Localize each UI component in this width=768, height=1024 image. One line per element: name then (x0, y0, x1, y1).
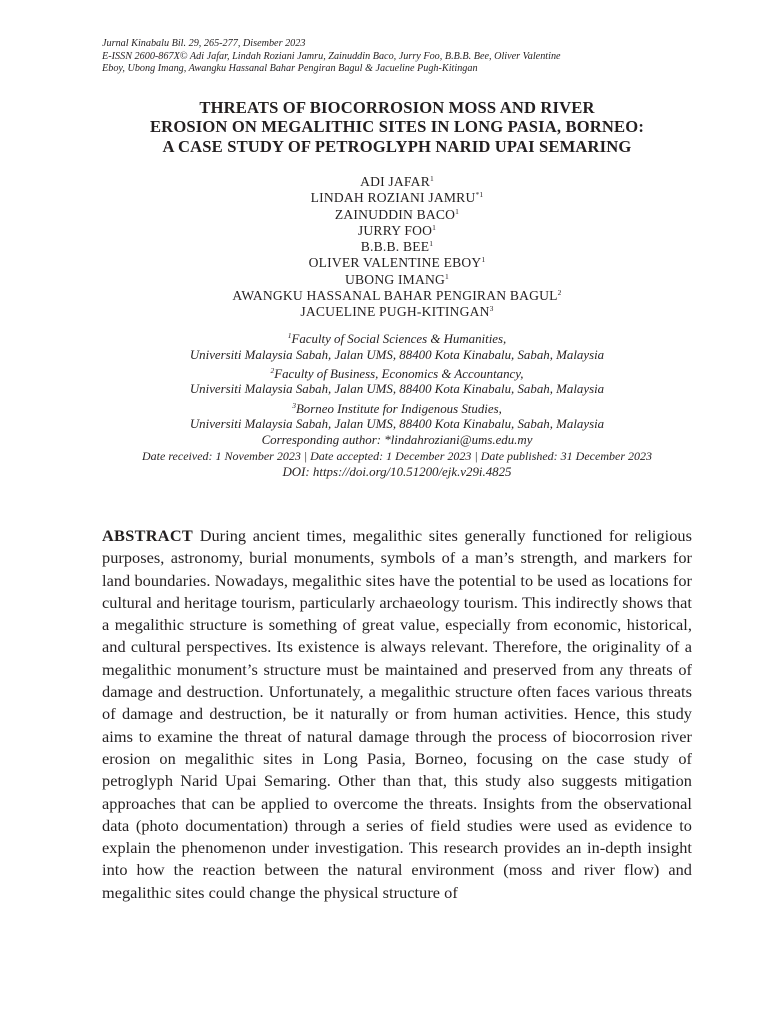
title-line: THREATS OF BIOCORROSION MOSS AND RIVER (199, 97, 595, 117)
paper-page (102, 38, 692, 904)
affiliation (102, 402, 692, 433)
author-affiliation-mark: 1 (432, 222, 437, 232)
affiliation-faculty: Faculty of Social Sciences & Humanities, (291, 332, 507, 347)
author (102, 239, 692, 255)
affiliation-mark: 2 (270, 365, 275, 375)
author-name: ADI JAFAR (360, 174, 430, 190)
author (102, 304, 692, 320)
author-name: B.B.B. BEE (360, 239, 430, 255)
affiliation-line (102, 332, 692, 347)
publication-dates: Date received: 1 November 2023 | Date accepted: 1 December 2023 | Date published: 31 December 2023 (142, 448, 652, 463)
affiliation-line (102, 367, 692, 382)
abstract (102, 525, 692, 904)
author-name: LINDAH ROZIANI JAMRU (310, 190, 476, 206)
author-affiliation-mark: 1 (481, 255, 486, 265)
affiliation-mark: 3 (292, 400, 296, 410)
author (102, 255, 692, 271)
corresponding-author: Corresponding author: *lindahroziani@ums.edu.my (261, 432, 533, 447)
affiliation-address: Universiti Malaysia Sabah, Jalan UMS, 88400 Kota Kinabalu, Sabah, Malaysia (189, 382, 605, 397)
journal-citation: Jurnal Kinabalu Bil. 29, 265-277, Disember 2023 (102, 38, 306, 49)
affiliation-line (102, 402, 692, 417)
author (102, 272, 692, 288)
title-line: EROSION ON MEGALITHIC SITES IN LONG PASIA, BORNEO: (149, 117, 645, 137)
author-affiliation-mark: 1 (429, 239, 434, 249)
issn-copyright-line-cont: Eboy, Ubong Imang, Awangku Hassanal Bahar Pengiran Bagul & Jacueline Pugh-Kitingan (102, 63, 478, 75)
title-line: A CASE STUDY OF PETROGLYPH NARID UPAI SEMARING (162, 136, 632, 156)
issn-copyright-line: E-ISSN 2600-867X© Adi Jafar, Lindah Roziani Jamru, Zainuddin Baco, Jurry Foo, B.B.B. Bee, Oliver Valentine (102, 50, 561, 62)
author (102, 174, 692, 190)
abstract-label: ABSTRACT (102, 525, 194, 545)
author-affiliation-mark: 1 (445, 271, 449, 281)
affiliation-faculty: Borneo Institute for Indigenous Studies, (295, 401, 502, 416)
author (102, 190, 692, 206)
affiliation-address: Universiti Malaysia Sabah, Jalan UMS, 88400 Kota Kinabalu, Sabah, Malaysia (189, 347, 605, 362)
author-name: JURRY FOO (357, 222, 433, 238)
doi: DOI: https://doi.org/10.51200/ejk.v29i.4825 (282, 465, 512, 480)
author (102, 207, 692, 223)
author-affiliation-mark: 1 (455, 206, 460, 216)
affiliation (102, 332, 692, 363)
affiliation-mark: 1 (287, 331, 292, 341)
author-affiliation-mark: *1 (475, 190, 484, 200)
author (102, 288, 692, 304)
author (102, 223, 692, 239)
author-name: AWANGKU HASSANAL BAHAR PENGIRAN BAGUL (232, 287, 558, 303)
author-name: JACUELINE PUGH-KITINGAN (300, 303, 490, 319)
author-affiliation-mark: 1 (429, 174, 434, 184)
author-name: UBONG IMANG (345, 271, 446, 287)
affiliations (102, 332, 692, 448)
affiliation (102, 367, 692, 398)
abstract-text: During ancient times, megalithic sites generally functioned for religious purposes, astronomy, burial monuments, symbols of a man’s strength, and markers for land boundaries. Nowadays, megalithic sites have the potential to be used as locations for cultural and heritage tourism, particularly archaeology tourism. This indirectly shows that a megalithic structure is something of great value, especially from economic, historical, and cultural perspectives. Its existence is always relevant. Therefore, the originality of a megalithic monument’s structure must be maintained and preserved from any threats of damage and destruction. Unfortunately, a megalithic structure often faces various threats of damage and destruction, be it naturally or from human activities. Hence, this study aims to examine the threat of natural damage through the process of biocorrosion river erosion on megalithic sites in Long Pasia, Borneo, focusing on the case study of petroglyph Narid Upai Semaring. Other than that, this study also suggests mitigation approaches that can be applied to overcome the threats. Insights from the observational data (photo documentation) through a series of field studies were used as evidence to explain the phenomenon under investigation. This research provides an in-depth insight into how the reaction between the natural environment (moss and river flow) and megalithic sites could change the physical structure of (102, 525, 692, 902)
author-name: ZAINUDDIN BACO (334, 206, 456, 222)
journal-header (102, 38, 692, 76)
author-affiliation-mark: 2 (557, 287, 562, 297)
author-affiliation-mark: 3 (489, 303, 494, 313)
affiliation-faculty: Faculty of Business, Economics & Accountancy, (274, 366, 524, 381)
author-list (102, 174, 692, 320)
paper-title (102, 98, 692, 157)
author-name: OLIVER VALENTINE EBOY (308, 255, 482, 271)
affiliation-address: Universiti Malaysia Sabah, Jalan UMS, 88400 Kota Kinabalu, Sabah, Malaysia (189, 417, 605, 432)
